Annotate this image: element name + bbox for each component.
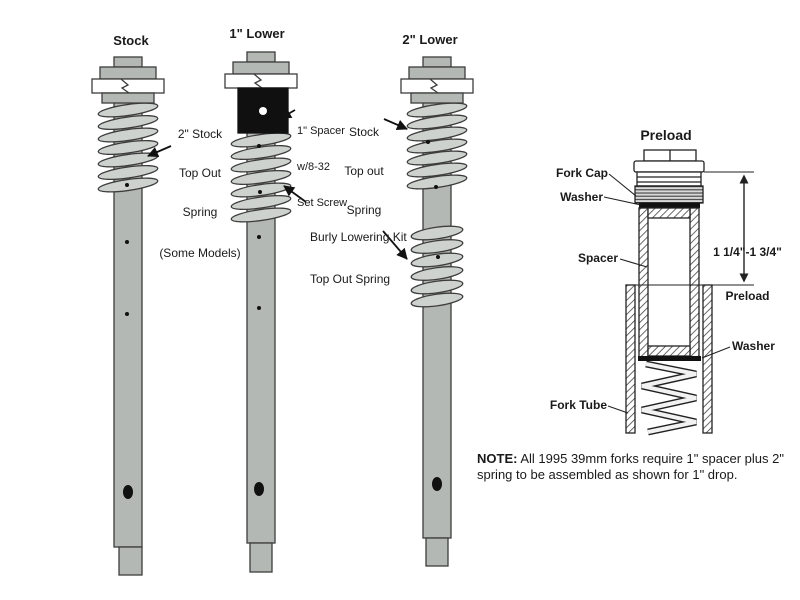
annotation-line: Stock (348, 125, 379, 139)
fork-cap (225, 52, 297, 88)
preload-title: Preload (640, 127, 692, 143)
note-text: All 1995 39mm forks require 1" spacer plus 2" spring to be assembled as shown for 1" drop. (477, 451, 784, 482)
stock-top-out-spring (407, 100, 468, 191)
fork-lower-stub (119, 547, 142, 575)
set-screw-hole (259, 107, 267, 115)
annotation-line: Set Screw (297, 197, 348, 209)
label-washer-top: Washer (560, 190, 603, 204)
dimension-line: 1 1/4"-1 3/4" (713, 245, 782, 259)
annotation-line: Top out (344, 164, 384, 178)
fork-cap (401, 57, 473, 103)
annotation-line: (Some Models) (159, 246, 241, 260)
annotation-line: 1" Spacer (297, 125, 345, 137)
column-title-2-lower: 2" Lower (402, 32, 458, 47)
column-title-stock: Stock (113, 33, 149, 48)
label-fork-cap: Fork Cap (555, 166, 608, 180)
fork-lower-stub (426, 538, 448, 566)
annotation-line: w/8-32 (297, 161, 331, 173)
fork-cap-section (634, 150, 704, 203)
washer-top-section (639, 203, 700, 208)
annotation-line: 2" Stock (177, 127, 223, 141)
leader-fork-cap (609, 174, 636, 196)
washer-bottom-section (638, 356, 701, 361)
annotation-line: Top Out Spring (310, 272, 391, 286)
annotation-burly (310, 202, 440, 300)
column-title-1-lower: 1" Lower (229, 26, 285, 41)
dimension-line: Preload (725, 288, 770, 303)
annotation-line: Burly Lowering Kit (310, 230, 407, 244)
label-washer-bottom: Washer (732, 339, 775, 353)
two-inch-lower-fork-drawing (401, 57, 473, 566)
fork-cap (92, 57, 164, 103)
note-caption (477, 451, 800, 483)
annotation-line: Top Out (178, 166, 222, 180)
label-spacer: Spacer (577, 251, 618, 265)
preload-dimension-label (690, 216, 800, 318)
fork-lower-stub (250, 543, 272, 572)
note-label: NOTE: (477, 451, 518, 466)
annotation-line: Spring (182, 205, 218, 219)
annotation-stock-spring (145, 102, 255, 273)
leader-fork-tube (608, 406, 628, 413)
main-spring-section (642, 364, 696, 432)
annotation-line: Spring (346, 203, 382, 217)
label-fork-tube: Fork Tube (549, 398, 607, 412)
cap-threads (635, 186, 703, 203)
